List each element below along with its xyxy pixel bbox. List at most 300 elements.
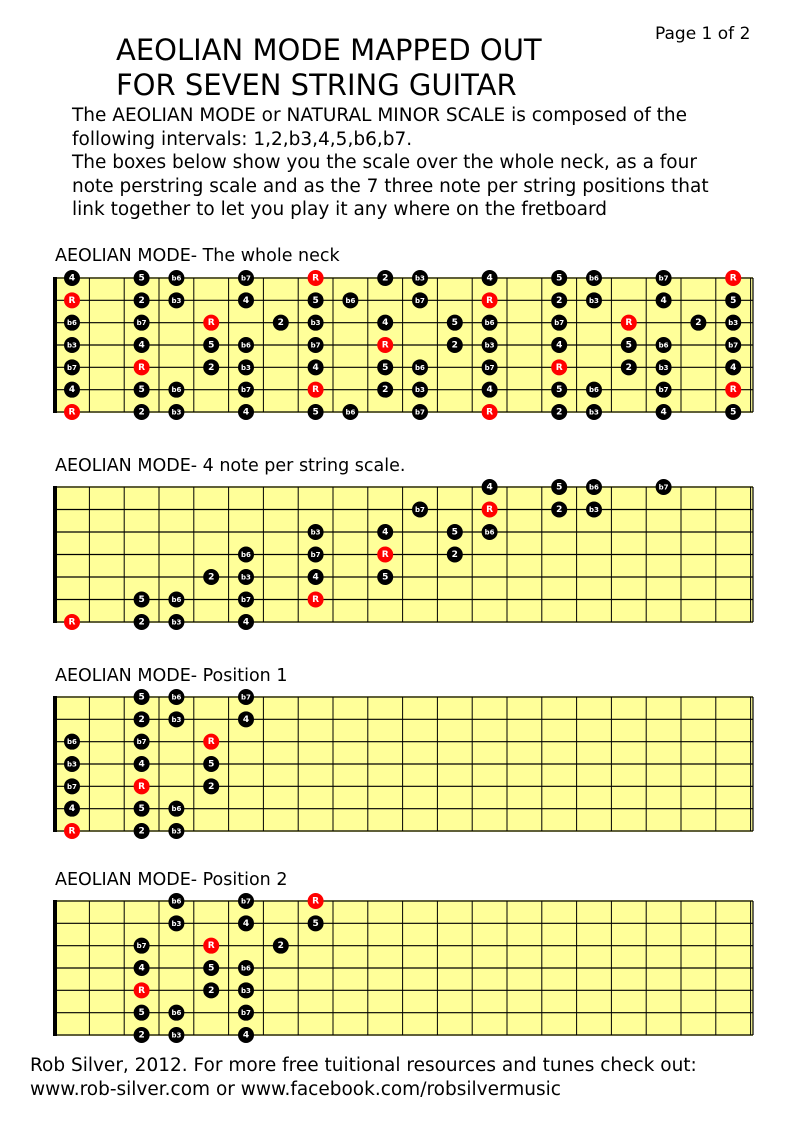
note-label: 5 <box>730 295 737 306</box>
note-label: 4 <box>660 295 667 306</box>
note-marker <box>134 1027 150 1043</box>
root-note-marker <box>64 614 80 630</box>
root-note-marker <box>134 359 150 375</box>
note-marker <box>134 270 150 286</box>
note-marker <box>168 270 184 286</box>
note-label: b6 <box>171 1009 182 1018</box>
note-label: R <box>381 550 389 560</box>
note-label: 5 <box>138 385 145 396</box>
root-note-marker <box>482 292 498 308</box>
note-label: b7 <box>136 319 147 328</box>
note-label: 2 <box>208 781 215 792</box>
note-marker <box>621 359 637 375</box>
note-label: 5 <box>312 407 319 418</box>
note-marker <box>168 1027 184 1043</box>
root-note-marker <box>377 547 393 563</box>
root-note-marker <box>64 404 80 420</box>
note-marker <box>412 292 428 308</box>
note-label: 2 <box>138 295 145 306</box>
note-label: b3 <box>241 363 251 372</box>
note-marker <box>134 801 150 817</box>
root-note-marker <box>377 337 393 353</box>
note-label: 4 <box>138 963 145 974</box>
note-marker <box>586 270 602 286</box>
note-marker <box>238 711 254 727</box>
note-label: 5 <box>138 804 145 815</box>
note-marker <box>168 382 184 398</box>
note-label: 2 <box>556 505 563 515</box>
note-label: b7 <box>310 551 321 559</box>
note-label: 4 <box>312 362 319 373</box>
note-label: 5 <box>451 318 458 329</box>
note-label: b3 <box>171 618 182 627</box>
note-marker <box>238 689 254 705</box>
note-label: 2 <box>138 714 145 725</box>
note-marker <box>64 270 80 286</box>
note-label: b6 <box>589 274 599 283</box>
note-label: 2 <box>138 1030 145 1041</box>
root-note-marker <box>203 734 219 750</box>
note-marker <box>238 592 254 608</box>
note-marker <box>551 404 567 420</box>
note-marker <box>238 614 254 630</box>
note-label: 4 <box>138 759 145 770</box>
note-marker <box>238 893 254 909</box>
note-label: b7 <box>241 897 251 906</box>
note-label: 5 <box>556 385 563 396</box>
note-label: R <box>207 941 215 952</box>
note-label: 4 <box>382 527 389 538</box>
root-note-marker <box>134 982 150 998</box>
note-label: 5 <box>556 482 563 493</box>
note-marker <box>551 270 567 286</box>
note-marker <box>412 270 428 286</box>
note-label: b7 <box>728 341 739 350</box>
note-label: b7 <box>241 274 251 283</box>
note-marker <box>238 337 254 353</box>
nut <box>53 486 57 623</box>
note-marker <box>551 292 567 308</box>
note-label: 4 <box>242 918 250 929</box>
note-label: b3 <box>171 919 182 928</box>
note-label: 4 <box>242 714 250 725</box>
page-number: Page 1 of 2 <box>655 24 751 44</box>
note-marker <box>656 337 672 353</box>
note-marker <box>64 778 80 794</box>
note-label: R <box>207 318 215 329</box>
note-marker <box>168 1005 184 1021</box>
note-marker <box>656 270 672 286</box>
note-label: 4 <box>312 572 319 583</box>
note-label: 5 <box>138 273 145 284</box>
diagram-label-whole-neck: AEOLIAN MODE- The whole neck <box>55 246 340 266</box>
note-label: b3 <box>589 408 599 417</box>
note-label: b6 <box>171 805 182 814</box>
note-label: 4 <box>242 407 250 418</box>
note-marker <box>168 801 184 817</box>
note-label: 4 <box>242 295 250 306</box>
note-marker <box>238 292 254 308</box>
note-label: 4 <box>486 273 493 284</box>
note-marker <box>134 337 150 353</box>
note-label: R <box>312 385 320 396</box>
note-label: b3 <box>310 319 321 328</box>
note-label: 2 <box>382 385 389 396</box>
root-note-marker <box>64 823 80 839</box>
note-label: b6 <box>171 596 182 604</box>
note-label: R <box>381 340 389 351</box>
note-marker <box>203 337 219 353</box>
note-marker <box>238 382 254 398</box>
note-label: 2 <box>277 318 284 329</box>
note-marker <box>308 359 324 375</box>
note-marker <box>134 404 150 420</box>
note-marker <box>377 359 393 375</box>
note-marker <box>551 479 567 495</box>
note-marker <box>168 823 184 839</box>
note-marker <box>725 315 741 331</box>
note-label: R <box>312 273 320 284</box>
note-marker <box>551 382 567 398</box>
note-label: R <box>68 295 76 306</box>
note-label: b7 <box>136 942 147 951</box>
note-label: b3 <box>415 386 425 395</box>
root-note-marker <box>203 938 219 954</box>
note-label: b3 <box>728 319 739 328</box>
note-marker <box>377 315 393 331</box>
note-marker <box>308 404 324 420</box>
root-note-marker <box>482 404 498 420</box>
note-marker <box>656 404 672 420</box>
intro-line: note perstring scale and as the 7 three note per string positions that <box>72 175 709 197</box>
note-marker <box>134 734 150 750</box>
note-marker <box>134 1005 150 1021</box>
note-marker <box>447 315 463 331</box>
note-marker <box>447 524 463 540</box>
note-label: b3 <box>310 528 321 537</box>
note-marker <box>725 359 741 375</box>
note-marker <box>134 823 150 839</box>
note-marker <box>412 404 428 420</box>
note-label: b7 <box>241 596 251 604</box>
note-marker <box>168 711 184 727</box>
note-label: b7 <box>310 341 321 350</box>
root-note-marker <box>551 359 567 375</box>
note-marker <box>64 382 80 398</box>
intro-line: following intervals: 1,2,b3,4,5,b6,b7. <box>72 128 413 150</box>
intro-line: The boxes below show you the scale over the whole neck, as a four <box>72 152 697 173</box>
note-label: 5 <box>382 362 389 373</box>
note-marker <box>168 404 184 420</box>
note-label: 4 <box>486 482 493 493</box>
note-label: R <box>486 505 494 515</box>
footer-line: Rob Silver, 2012. For more free tuitional resources and tunes check out: <box>30 1055 697 1076</box>
note-label: 2 <box>695 318 702 329</box>
note-marker <box>134 382 150 398</box>
note-marker <box>238 359 254 375</box>
note-marker <box>482 359 498 375</box>
note-marker <box>551 502 567 518</box>
note-marker <box>447 547 463 563</box>
note-marker <box>238 547 254 563</box>
root-note-marker <box>725 270 741 286</box>
note-marker <box>168 689 184 705</box>
note-marker <box>168 614 184 630</box>
root-note-marker <box>308 893 324 909</box>
note-label: b3 <box>241 573 251 582</box>
note-label: b3 <box>589 506 599 514</box>
note-marker <box>482 337 498 353</box>
note-label: b6 <box>67 738 77 747</box>
note-label: b6 <box>345 408 356 417</box>
root-note-marker <box>203 315 219 331</box>
fretboard <box>53 479 753 630</box>
note-label: 4 <box>730 362 737 373</box>
note-marker <box>377 524 393 540</box>
note-label: b3 <box>415 274 425 283</box>
note-label: 4 <box>242 617 250 628</box>
note-label: b6 <box>589 483 599 492</box>
note-label: 5 <box>208 340 215 351</box>
note-label: 4 <box>486 385 493 396</box>
note-marker <box>377 569 393 585</box>
note-label: b3 <box>171 1031 182 1040</box>
note-marker <box>203 778 219 794</box>
note-label: 2 <box>208 572 215 583</box>
note-label: 5 <box>382 572 389 583</box>
note-marker <box>586 382 602 398</box>
note-marker <box>725 404 741 420</box>
note-marker <box>238 569 254 585</box>
root-note-marker <box>725 382 741 398</box>
note-label: b6 <box>171 897 182 906</box>
intro-line: The AEOLIAN MODE or NATURAL MINOR SCALE is composed of the <box>72 105 688 126</box>
note-marker <box>308 547 324 563</box>
note-label: 2 <box>625 362 632 373</box>
note-label: b6 <box>658 341 669 350</box>
note-label: b6 <box>484 319 495 328</box>
note-marker <box>342 404 358 420</box>
note-label: 2 <box>138 826 145 837</box>
note-label: b7 <box>67 782 77 791</box>
note-label: b6 <box>589 386 599 395</box>
note-marker <box>134 592 150 608</box>
note-label: R <box>729 385 737 396</box>
note-marker <box>377 382 393 398</box>
fretboard <box>53 893 753 1043</box>
note-label: 5 <box>312 295 319 306</box>
note-label: 5 <box>625 340 632 351</box>
note-marker <box>64 359 80 375</box>
note-marker <box>342 292 358 308</box>
note-marker <box>203 982 219 998</box>
note-label: b7 <box>484 363 495 372</box>
note-label: R <box>68 407 76 418</box>
note-label: 5 <box>556 273 563 284</box>
note-label: b7 <box>658 274 669 283</box>
note-label: 5 <box>451 527 458 538</box>
note-label: b3 <box>67 760 77 769</box>
note-label: 4 <box>68 804 76 815</box>
note-label: R <box>312 595 320 605</box>
note-marker <box>238 960 254 976</box>
note-marker <box>238 1005 254 1021</box>
note-label: 5 <box>138 1008 145 1019</box>
note-marker <box>308 569 324 585</box>
note-label: b6 <box>171 274 182 283</box>
note-label: b7 <box>241 1009 251 1018</box>
note-label: 5 <box>138 595 145 605</box>
note-label: b3 <box>589 296 599 305</box>
note-label: b3 <box>171 827 182 836</box>
note-label: R <box>486 295 494 306</box>
note-label: 2 <box>382 273 389 284</box>
note-label: b3 <box>241 986 251 995</box>
note-marker <box>203 359 219 375</box>
diagram-label-position-1: AEOLIAN MODE- Position 1 <box>55 666 288 686</box>
note-marker <box>134 960 150 976</box>
note-marker <box>621 337 637 353</box>
note-marker <box>412 502 428 518</box>
note-label: R <box>68 617 76 628</box>
note-label: b6 <box>241 964 251 973</box>
note-label: 4 <box>138 340 145 351</box>
root-note-marker <box>308 592 324 608</box>
note-label: 2 <box>556 407 563 418</box>
note-label: b7 <box>67 363 77 372</box>
note-marker <box>412 359 428 375</box>
note-label: 2 <box>208 985 215 996</box>
note-label: R <box>312 896 320 907</box>
note-label: b6 <box>171 386 182 395</box>
root-note-marker <box>308 382 324 398</box>
root-note-marker <box>64 292 80 308</box>
note-label: b3 <box>171 408 182 417</box>
note-marker <box>377 270 393 286</box>
nut <box>53 696 57 832</box>
note-marker <box>308 337 324 353</box>
note-label: R <box>207 737 215 748</box>
fretboard <box>53 270 753 420</box>
note-marker <box>134 292 150 308</box>
note-label: 5 <box>208 963 215 974</box>
note-marker <box>482 382 498 398</box>
note-marker <box>447 337 463 353</box>
note-label: b3 <box>484 341 495 350</box>
note-marker <box>134 756 150 772</box>
note-label: 2 <box>277 941 284 952</box>
note-label: 2 <box>138 407 145 418</box>
note-label: 2 <box>451 550 458 560</box>
note-label: b6 <box>484 528 495 537</box>
note-label: b7 <box>241 386 251 395</box>
note-label: 4 <box>660 407 667 418</box>
fretboard <box>53 689 753 839</box>
note-label: b6 <box>67 319 77 328</box>
note-label: b7 <box>658 386 669 395</box>
note-marker <box>238 270 254 286</box>
note-marker <box>586 502 602 518</box>
note-marker <box>203 756 219 772</box>
note-marker <box>64 315 80 331</box>
note-marker <box>482 479 498 495</box>
note-marker <box>586 479 602 495</box>
note-label: 5 <box>730 407 737 418</box>
note-marker <box>134 938 150 954</box>
footer <box>30 1054 697 1101</box>
note-label: 2 <box>208 362 215 373</box>
nut <box>53 277 57 413</box>
note-marker <box>134 711 150 727</box>
note-marker <box>134 689 150 705</box>
note-marker <box>168 592 184 608</box>
title-line: FOR SEVEN STRING GUITAR <box>116 68 517 102</box>
note-marker <box>656 479 672 495</box>
note-marker <box>482 270 498 286</box>
note-marker <box>273 938 289 954</box>
note-label: 4 <box>556 340 563 351</box>
note-label: b7 <box>136 738 147 747</box>
diagram-label-four-note: AEOLIAN MODE- 4 note per string scale. <box>55 456 406 476</box>
root-note-marker <box>308 270 324 286</box>
note-label: 4 <box>68 273 76 284</box>
note-marker <box>656 292 672 308</box>
note-label: 5 <box>208 759 215 770</box>
note-label: 2 <box>138 617 145 628</box>
note-marker <box>64 337 80 353</box>
intro-line: link together to let you play it any where on the fretboard <box>72 199 607 220</box>
note-marker <box>482 524 498 540</box>
note-label: b6 <box>241 551 251 559</box>
note-marker <box>238 982 254 998</box>
note-label: b7 <box>658 483 669 492</box>
note-label: b3 <box>658 363 669 372</box>
diagram-label-position-2: AEOLIAN MODE- Position 2 <box>55 870 288 890</box>
note-label: b7 <box>415 296 425 305</box>
note-marker <box>134 614 150 630</box>
nut <box>53 900 57 1036</box>
note-label: R <box>729 273 737 284</box>
note-label: 2 <box>556 295 563 306</box>
note-marker <box>203 569 219 585</box>
note-label: b6 <box>171 693 182 702</box>
note-label: b3 <box>171 296 182 305</box>
note-label: b6 <box>415 363 425 372</box>
note-label: R <box>68 826 76 837</box>
note-marker <box>308 915 324 931</box>
note-label: b7 <box>415 408 425 417</box>
note-marker <box>238 1027 254 1043</box>
note-marker <box>238 404 254 420</box>
note-label: b7 <box>554 319 565 328</box>
note-label: b6 <box>345 296 356 305</box>
footer-line: www.rob-silver.com or www.facebook.com/robsilvermusic <box>30 1078 561 1100</box>
note-marker <box>134 315 150 331</box>
note-label: R <box>138 985 146 996</box>
note-marker <box>586 292 602 308</box>
note-marker <box>656 359 672 375</box>
note-marker <box>308 524 324 540</box>
note-marker <box>725 292 741 308</box>
note-marker <box>168 915 184 931</box>
root-note-marker <box>482 502 498 518</box>
note-marker <box>656 382 672 398</box>
note-marker <box>64 801 80 817</box>
root-note-marker <box>134 778 150 794</box>
note-marker <box>64 734 80 750</box>
title-line: AEOLIAN MODE MAPPED OUT <box>116 33 542 67</box>
note-marker <box>273 315 289 331</box>
